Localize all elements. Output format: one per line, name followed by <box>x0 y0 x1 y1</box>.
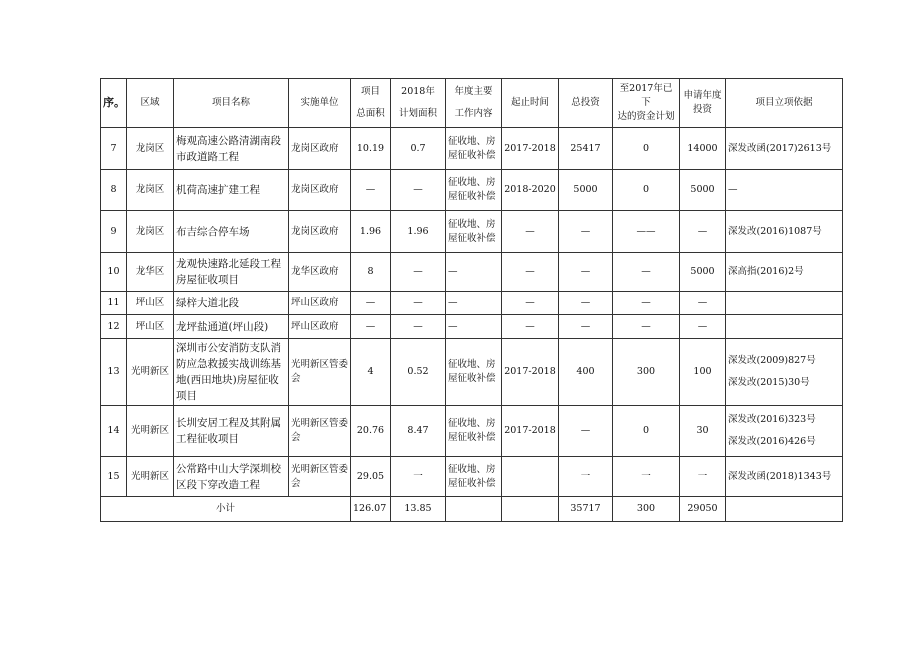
cell-district: 光明新区 <box>127 406 174 457</box>
header-unit: 实施单位 <box>289 79 351 128</box>
cell-plan-area: 0.7 <box>391 128 446 170</box>
cell-invest: — <box>559 315 613 339</box>
cell-apply: — <box>680 292 726 315</box>
cell-invest: 5000 <box>559 170 613 211</box>
cell-work: — <box>446 292 502 315</box>
cell-unit: 龙岗区政府 <box>289 211 351 253</box>
cell-seq: 8 <box>101 170 127 211</box>
cell-work: — <box>446 253 502 292</box>
cell-basis: — <box>726 170 843 211</box>
cell-district: 坪山区 <box>127 315 174 339</box>
header-work: 年度主要 工作内容 <box>446 79 502 128</box>
cell-work: 征收地、房屋征收补偿 <box>446 339 502 406</box>
cell-plan-area: — <box>391 315 446 339</box>
cell-district: 龙岗区 <box>127 211 174 253</box>
table-row <box>101 315 843 339</box>
subtotal-label: 小计 <box>101 497 351 522</box>
cell-total-area: — <box>351 292 391 315</box>
cell-work: 征收地、房屋征收补偿 <box>446 457 502 497</box>
table-row <box>101 406 843 457</box>
cell-basis: 深发改(2016)1087号 <box>726 211 843 253</box>
header-issued: 至2017年已下 达的资金计划 <box>613 79 680 128</box>
cell-invest: — <box>559 292 613 315</box>
cell-district: 坪山区 <box>127 292 174 315</box>
cell-total-area: — <box>351 315 391 339</box>
cell-name: 机荷高速扩建工程 <box>174 170 289 211</box>
cell-unit: 坪山区政府 <box>289 292 351 315</box>
cell-plan-area: 一 <box>391 457 446 497</box>
cell-basis <box>726 315 843 339</box>
cell-seq: 12 <box>101 315 127 339</box>
cell-total-area: 8 <box>351 253 391 292</box>
cell-period: — <box>502 315 559 339</box>
cell-seq: 9 <box>101 211 127 253</box>
subtotal-plan-area: 13.85 <box>391 497 446 522</box>
cell-invest: — <box>559 211 613 253</box>
cell-unit: 光明新区管委会 <box>289 406 351 457</box>
table-row <box>101 128 843 170</box>
cell-work: — <box>446 315 502 339</box>
cell-total-area: 10.19 <box>351 128 391 170</box>
cell-seq: 13 <box>101 339 127 406</box>
cell-unit: 龙岗区政府 <box>289 128 351 170</box>
cell-district: 光明新区 <box>127 457 174 497</box>
cell-total-area: 4 <box>351 339 391 406</box>
cell-seq: 11 <box>101 292 127 315</box>
cell-plan-area: 0.52 <box>391 339 446 406</box>
cell-period: 2018-2020 <box>502 170 559 211</box>
cell-apply: — <box>680 211 726 253</box>
cell-name: 布吉综合停车场 <box>174 211 289 253</box>
cell-issued: —— <box>613 211 680 253</box>
header-plan-area: 2018年 计划面积 <box>391 79 446 128</box>
cell-unit: 光明新区管委会 <box>289 457 351 497</box>
cell-name: 长圳安居工程及其附属工程征收项目 <box>174 406 289 457</box>
cell-invest: — <box>559 406 613 457</box>
cell-period: 2017-2018 <box>502 406 559 457</box>
header-district: 区域 <box>127 79 174 128</box>
cell-invest: 25417 <box>559 128 613 170</box>
header-seq: 序。 <box>101 79 127 128</box>
cell-apply: 100 <box>680 339 726 406</box>
header-invest: 总投资 <box>559 79 613 128</box>
cell-total-area: 20.76 <box>351 406 391 457</box>
cell-apply: — <box>680 315 726 339</box>
cell-issued: — <box>613 315 680 339</box>
cell-name: 龙观快速路北延段工程房屋征收项目 <box>174 253 289 292</box>
cell-basis: 深高指(2016)2号 <box>726 253 843 292</box>
cell-invest: 400 <box>559 339 613 406</box>
cell-issued: 0 <box>613 128 680 170</box>
cell-basis <box>726 292 843 315</box>
cell-district: 光明新区 <box>127 339 174 406</box>
cell-total-area: 29.05 <box>351 457 391 497</box>
cell-plan-area: — <box>391 170 446 211</box>
cell-unit: 龙华区政府 <box>289 253 351 292</box>
cell-period: 2017-2018 <box>502 128 559 170</box>
cell-work: 征收地、房屋征收补偿 <box>446 128 502 170</box>
cell-unit: 龙岗区政府 <box>289 170 351 211</box>
cell-total-area: 1.96 <box>351 211 391 253</box>
cell-apply: 5000 <box>680 253 726 292</box>
cell-apply: 14000 <box>680 128 726 170</box>
cell-unit: 光明新区管委会 <box>289 339 351 406</box>
cell-plan-area: 1.96 <box>391 211 446 253</box>
subtotal-row <box>101 497 843 522</box>
cell-seq: 7 <box>101 128 127 170</box>
cell-issued: 一 <box>613 457 680 497</box>
subtotal-issued: 300 <box>613 497 680 522</box>
cell-basis: 深发改(2016)323号 深发改(2016)426号 <box>726 406 843 457</box>
header-basis: 项目立项依据 <box>726 79 843 128</box>
cell-work: 征收地、房屋征收补偿 <box>446 211 502 253</box>
header-total-area: 项目 总面积 <box>351 79 391 128</box>
cell-name: 梅观高速公路清湖南段市政道路工程 <box>174 128 289 170</box>
cell-seq: 14 <box>101 406 127 457</box>
cell-name: 深圳市公安消防支队消防应急救援实战训练基地(西田地块)房屋征收项目 <box>174 339 289 406</box>
cell-name: 龙坪盐通道(坪山段) <box>174 315 289 339</box>
cell-apply: 30 <box>680 406 726 457</box>
table-row <box>101 339 843 406</box>
table-row <box>101 457 843 497</box>
cell-period: 2017-2018 <box>502 339 559 406</box>
cell-period <box>502 457 559 497</box>
table-row <box>101 292 843 315</box>
cell-total-area: — <box>351 170 391 211</box>
cell-apply: 一 <box>680 457 726 497</box>
cell-issued: — <box>613 292 680 315</box>
cell-invest: 一 <box>559 457 613 497</box>
cell-plan-area: — <box>391 292 446 315</box>
cell-period: — <box>502 211 559 253</box>
cell-name: 绿梓大道北段 <box>174 292 289 315</box>
cell-unit: 坪山区政府 <box>289 315 351 339</box>
cell-issued: 300 <box>613 339 680 406</box>
cell-district: 龙岗区 <box>127 128 174 170</box>
cell-basis: 深发改函(2017)2613号 <box>726 128 843 170</box>
cell-issued: 0 <box>613 406 680 457</box>
subtotal-apply: 29050 <box>680 497 726 522</box>
cell-district: 龙华区 <box>127 253 174 292</box>
cell-invest: — <box>559 253 613 292</box>
table-row <box>101 170 843 211</box>
cell-basis: 深发改(2009)827号 深发改(2015)30号 <box>726 339 843 406</box>
cell-period: — <box>502 253 559 292</box>
cell-plan-area: — <box>391 253 446 292</box>
header-apply: 申请年度 投资 <box>680 79 726 128</box>
cell-basis: 深发改函(2018)1343号 <box>726 457 843 497</box>
project-table <box>100 78 843 522</box>
cell-work: 征收地、房屋征收补偿 <box>446 406 502 457</box>
cell-district: 龙岗区 <box>127 170 174 211</box>
header-row <box>101 79 843 128</box>
cell-apply: 5000 <box>680 170 726 211</box>
cell-issued: 0 <box>613 170 680 211</box>
cell-issued: — <box>613 253 680 292</box>
table-body <box>101 128 843 497</box>
cell-seq: 10 <box>101 253 127 292</box>
cell-work: 征收地、房屋征收补偿 <box>446 170 502 211</box>
table-row <box>101 211 843 253</box>
subtotal-invest: 35717 <box>559 497 613 522</box>
subtotal-total-area: 126.07 <box>351 497 391 522</box>
cell-seq: 15 <box>101 457 127 497</box>
cell-period: — <box>502 292 559 315</box>
header-name: 项目名称 <box>174 79 289 128</box>
cell-plan-area: 8.47 <box>391 406 446 457</box>
cell-name: 公常路中山大学深圳校区段下穿改造工程 <box>174 457 289 497</box>
table-row <box>101 253 843 292</box>
header-period: 起止时间 <box>502 79 559 128</box>
